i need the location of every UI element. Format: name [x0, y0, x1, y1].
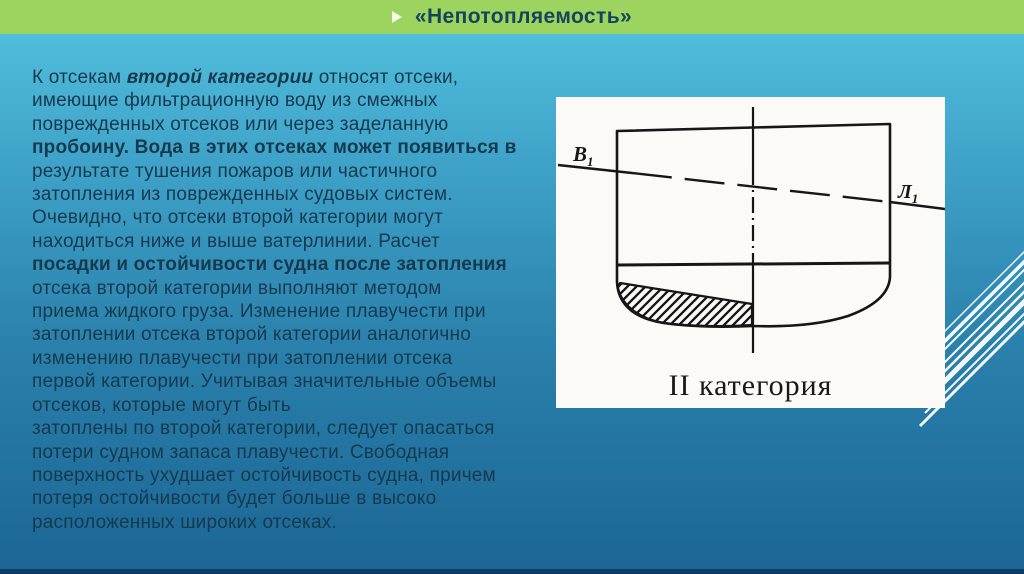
- body-line: изменению плавучести при затоплении отсека: [32, 347, 453, 369]
- body-line: отсеков, которые могут быть: [32, 394, 291, 416]
- body-line: затопления из поврежденных судовых систем.: [32, 184, 453, 206]
- figure-caption: II категория: [668, 369, 833, 402]
- body-line: поврежденных отсеков или через заделанную: [32, 113, 449, 135]
- body-line: отсека второй категории выполняют методом: [32, 277, 442, 299]
- body-line: потеря остойчивости будет больше в высоко: [32, 488, 437, 510]
- header-bar: [0, 0, 1024, 34]
- waterline-label-right: $Л_1$: [898, 181, 919, 206]
- ship-section-figure: [556, 97, 945, 367]
- body-line: имеющие фильтрационную воду из смежных: [32, 90, 438, 112]
- slide-title: «Непотопляемость»: [414, 5, 633, 28]
- body-line: затоплены по второй категории, следует опасаться: [32, 418, 495, 440]
- body-line: находиться ниже и выше ватерлинии. Расчет: [32, 230, 440, 252]
- body-line: потери судном запаса плавучести. Свободная: [32, 441, 450, 463]
- bullet-triangle-icon: [392, 11, 402, 23]
- deck-line: [617, 263, 890, 265]
- body-line: затоплении отсека второй категории аналогично: [32, 324, 471, 346]
- body-line: приема жидкого груза. Изменение плавучести при: [32, 301, 486, 323]
- body-line: Очевидно, что отсеки второй категории могут: [32, 207, 444, 229]
- body-line: К отсекам второй категории относят отсеки,: [32, 67, 459, 88]
- body-line: посадки и остойчивости судна после затопления: [32, 254, 507, 276]
- waterline-label-left: $В_1$: [573, 142, 594, 169]
- body-line: поверхность ухудшает остойчивость судна, причем: [32, 464, 496, 486]
- body-line: расположенных широких отсеках.: [32, 511, 337, 533]
- body-line: первой категории. Учитывая значительные объемы: [32, 371, 497, 393]
- body-line: результате тушения пожаров или частичного: [32, 160, 438, 182]
- figure-panel: [556, 97, 945, 408]
- body-line: пробоину. Вода в этих отсеках может появиться в: [32, 137, 517, 159]
- bottom-accent-strip: [0, 569, 1024, 574]
- body-text: [32, 66, 542, 534]
- flooded-compartment-hatch: [618, 283, 752, 326]
